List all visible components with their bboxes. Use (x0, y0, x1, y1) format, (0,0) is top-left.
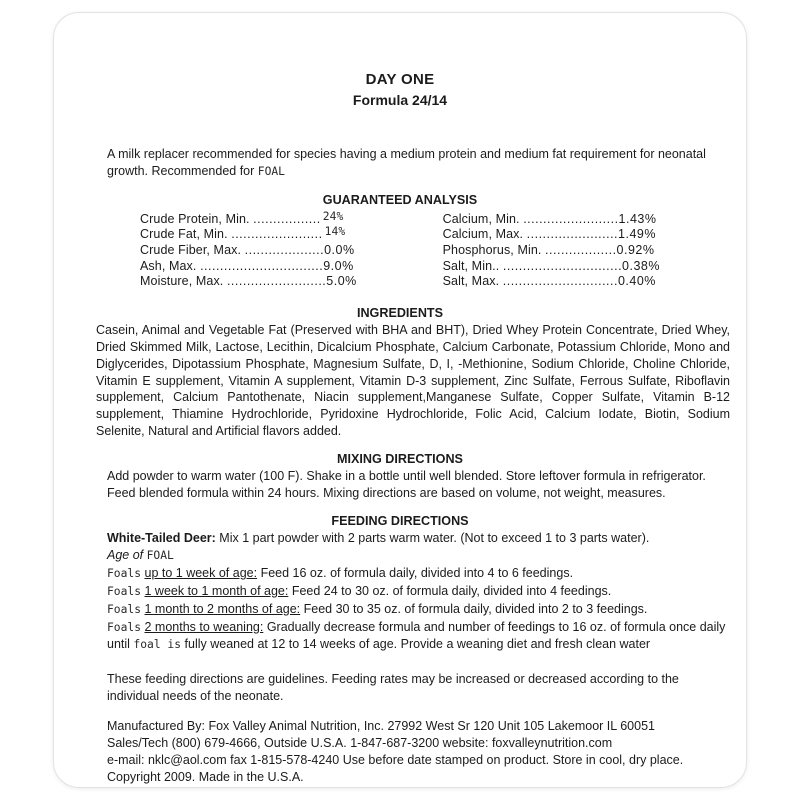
analysis-dots-value: .........................5.0% (226, 274, 357, 289)
analysis-dots-value: ....................0.0% (244, 243, 355, 257)
feeding-instruction: Gradually decrease formula and number of feedings to 16 oz. of formula once daily until (107, 619, 726, 651)
ingredients-text: Casein, Animal and Vegetable Fat (Preserved with BHA and BHT), Dried Whey Protein Concentrate, Dried Whey, Dried Skimmed Milk, Lactose, Lecithin, Dicalcium Phosphate, Calcium Carbonate, Potassium Chloride, Mono and Diglycerides, Dipotassium Phosphate, Magnesium Sulfate, D, I, -Methionine, Sodium Chloride, Choline Chloride, Vitamin E supplement, Vitamin A supplement, Vitamin D-3 supplement, Zinc Sulfate, Ferrous Sulfate, Riboflavin supplement, Calcium Pantothenate, Niacin supplement,Manganese Sulfate, Copper Sulfate, Vitamin B-12 supplement, Thiamine Hydrochloride, Pyridoxine Hydrochloride, Folic Acid, Calcium Iodate, Biotin, Sodium Selenite, Natural and Artificial flavors added. (96, 322, 730, 439)
feeding-age-range: 1 week to 1 month of age: (144, 584, 289, 599)
feeding-age-range: 2 months to weaning: (144, 619, 264, 634)
manufacturer-line-address: Manufactured By: Fox Valley Animal Nutrition, Inc. 27992 West Sr 120 Unit 105 Lakemoor IL 60051 (107, 719, 655, 734)
intro-paragraph (107, 146, 730, 180)
age-of-label: Age of (107, 548, 144, 563)
species-insert: FOAL (257, 164, 285, 178)
species-insert: Foals (107, 567, 142, 581)
species-insert: foal is (133, 637, 182, 651)
species-insert: Foals (107, 585, 142, 599)
feeding-instruction: Feed 24 to 30 oz. of formula daily, divided into 4 feedings. (291, 584, 612, 599)
mixing-directions-text: Add powder to warm water (100 F). Shake in a bottle until well blended. Store leftover formula in refrigerator. Feed blended formula within 24 hours. Mixing directions are based on volume, not weight, measures. (107, 469, 706, 500)
analysis-dots: ....................... (231, 227, 323, 242)
analysis-right-column (443, 212, 660, 290)
analysis-row (443, 227, 660, 243)
analysis-row (140, 227, 357, 243)
analysis-row (140, 243, 357, 259)
analysis-value: 24% (322, 209, 344, 223)
product-label (53, 12, 747, 788)
manufacturer-line-phone-website: Sales/Tech (800) 679-4666, Outside U.S.A. 1-847-687-3200 website: foxvalleynutrition.com (107, 736, 613, 751)
age-of-line (107, 547, 730, 564)
feeding-row (107, 601, 730, 618)
intro-text: A milk replacer recommended for species having a medium protein and medium fat requirement for neonatal growth. Recommended for (107, 147, 706, 178)
analysis-label: Phosphorus, Min. (442, 243, 542, 257)
analysis-label: Moisture, Max. (140, 274, 224, 289)
manufacturer-block (107, 718, 730, 786)
analysis-label: Crude Fat, Min. (140, 227, 228, 242)
analysis-dots-value: ........................1.43% (523, 211, 657, 226)
analysis-dots-value: ...............................9.0% (200, 258, 354, 273)
feeding-row (107, 583, 730, 600)
species-insert: Foals (107, 620, 142, 634)
deer-mix-line (107, 530, 730, 547)
guaranteed-analysis-table (54, 207, 746, 290)
feeding-age-range: up to 1 week of age: (144, 566, 258, 581)
analysis-row (443, 259, 660, 275)
ingredients-heading: INGREDIENTS (356, 305, 444, 320)
guidelines-text: These feeding directions are guidelines. Feeding rates may be increased or decreased according to the individual needs of the neonate. (107, 671, 679, 703)
feeding-row (107, 565, 730, 582)
feeding-directions-heading: FEEDING DIRECTIONS (331, 513, 469, 528)
analysis-dots-value: ..................0.92% (545, 243, 655, 257)
mixing-directions-heading: MIXING DIRECTIONS (337, 452, 463, 466)
analysis-label: Ash, Max. (140, 258, 197, 273)
analysis-row (140, 274, 357, 290)
analysis-row (443, 243, 660, 259)
feeding-instruction: Feed 30 to 35 oz. of formula daily, divided into 2 to 3 feedings. (303, 601, 648, 616)
feeding-age-range: 1 month to 2 months of age: (144, 601, 301, 616)
analysis-row (443, 274, 660, 290)
feeding-instruction: Feed 16 oz. of formula daily, divided into 4 to 6 feedings. (260, 566, 574, 581)
title-block (54, 71, 746, 108)
analysis-dots-value: ..............................0.38% (502, 258, 660, 273)
analysis-label: Salt, Max. (442, 274, 500, 289)
analysis-row (140, 259, 357, 275)
analysis-label: Salt, Min.. (442, 258, 500, 273)
feeding-row-weaning (107, 619, 730, 653)
analysis-dots-value: .............................0.40% (502, 274, 656, 289)
manufacturer-line-email-fax: e-mail: nklc@aol.com fax 1-815-578-4240 Use before date stamped on product. Store in cool, dry place. (107, 753, 684, 768)
analysis-row (443, 212, 660, 228)
analysis-dots-value: .......................1.49% (526, 227, 656, 242)
analysis-label: Calcium, Min. (442, 211, 520, 226)
deer-mix-text: Mix 1 part powder with 2 parts warm water. (Not to exceed 1 to 3 parts water). (219, 530, 650, 545)
analysis-label: Calcium, Max. (442, 227, 524, 242)
product-title: DAY ONE (365, 71, 435, 88)
guaranteed-analysis-heading: GUARANTEED ANALYSIS (322, 192, 478, 207)
analysis-label: Crude Protein, Min. (140, 211, 250, 226)
analysis-dots: ................. (253, 211, 321, 226)
species-insert: Foals (107, 602, 142, 616)
formula-subtitle: Formula 24/14 (352, 92, 448, 108)
feeding-instruction: fully weaned at 12 to 14 weeks of age. Provide a weaning diet and fresh clean water (184, 636, 651, 651)
deer-mix-label: White-Tailed Deer: (107, 530, 216, 545)
feeding-directions-block (107, 530, 730, 653)
analysis-label: Crude Fiber, Max. (140, 243, 242, 257)
manufacturer-line-copyright: Copyright 2009. Made in the U.S.A. (107, 770, 304, 785)
analysis-value: 14% (324, 225, 346, 239)
analysis-left-column (140, 209, 357, 290)
age-of-species-insert: FOAL (146, 549, 174, 563)
